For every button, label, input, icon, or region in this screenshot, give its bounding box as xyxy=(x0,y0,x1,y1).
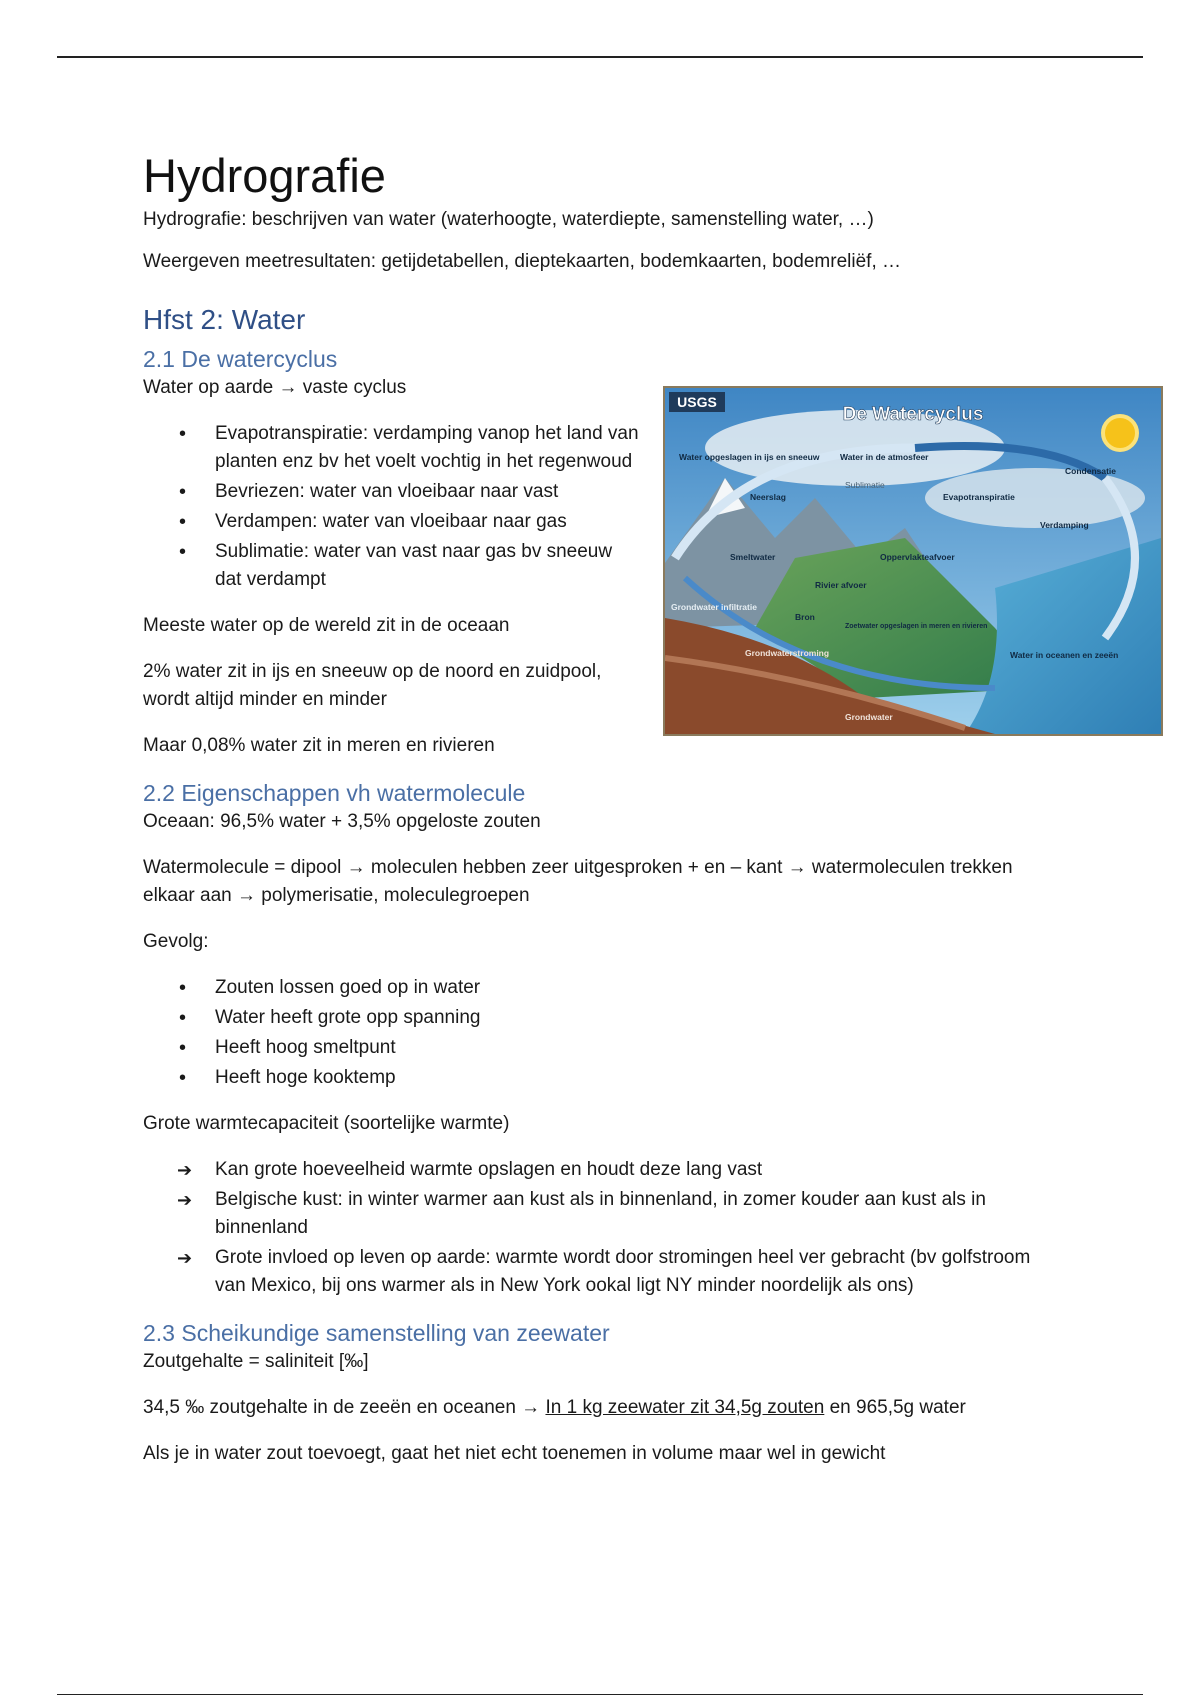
label-sublimation: Sublimatie xyxy=(845,480,885,490)
usgs-logo-text: USGS xyxy=(677,394,717,410)
paragraph-dipole: Watermolecule = dipool → moleculen hebben zeer uitgesproken + en – kant → watermoleculen trekken elkaar aan → polymerisatie, moleculegroepen xyxy=(143,857,1013,906)
paragraph-ocean-composition: Oceaan: 96,5% water + 3,5% opgeloste zouten xyxy=(143,811,541,832)
list-item: ➔ Belgische kust: in winter warmer aan kust als in binnenland, in zomer kouder aan kust als in binnenland xyxy=(143,1186,1063,1242)
label-oceans: Water in oceanen en zeeën xyxy=(1010,650,1119,660)
paragraph-salinity: Zoutgehalte = saliniteit [‰] xyxy=(143,1351,369,1372)
label-spring: Bron xyxy=(795,612,815,622)
section-heading-eigenschappen: 2.2 Eigenschappen vh watermolecule xyxy=(143,780,526,806)
watercyclus-lead: Water op aarde → vaste cyclus xyxy=(143,377,407,398)
list-item: • Zouten lossen goed op in water xyxy=(143,974,1063,1002)
salt-content-text-a: 34,5 ‰ zoutgehalte in de zeeën en oceanen → xyxy=(143,1397,546,1418)
list-item: • Heeft hoge kooktemp xyxy=(143,1064,1063,1092)
bottom-rule xyxy=(57,1694,1143,1695)
salt-content-underlined: In 1 kg zeewater zit 34,5g zouten xyxy=(545,1397,825,1418)
list-item: ➔ Kan grote hoeveelheid warmte opslagen en houdt deze lang vast xyxy=(143,1156,1063,1184)
label-river: Rivier afvoer xyxy=(815,580,867,590)
label-storage-ice: Water opgeslagen in ijs en sneeuw xyxy=(679,452,820,462)
paragraph-gevolg: Gevolg: xyxy=(143,931,209,952)
heat-capacity-list xyxy=(143,1156,1063,1300)
list-item: ➔ Grote invloed op leven op aarde: warmte wordt door stromingen heel ver gebracht (bv golfstroom van Mexico, bij ons warmer als in New York ookal ligt NY minder noordelijk als ons) xyxy=(143,1244,1063,1300)
list-item: • Sublimatie: water van vast naar gas bv sneeuw dat verdampt xyxy=(143,538,643,594)
section-heading-zeewater: 2.3 Scheikundige samenstelling van zeewater xyxy=(143,1320,610,1346)
intro-results: Weergeven meetresultaten: getijdetabellen, dieptekaarten, bodemkaarten, bodemreliëf, … xyxy=(143,251,901,272)
label-evapotranspiration: Evapotranspiratie xyxy=(943,492,1015,502)
watercyclus-list xyxy=(143,420,643,594)
paragraph-lakes: Maar 0,08% water zit in meren en rivieren xyxy=(143,735,495,756)
label-freshwater: Zoetwater opgeslagen in meren en rivieren xyxy=(845,623,988,630)
salt-content-text-b: en 965,5g water xyxy=(824,1397,966,1418)
paragraph-ocean: Meeste water op de wereld zit in de oceaan xyxy=(143,615,510,636)
paragraph-ice: 2% water zit in ijs en sneeuw op de noord en zuidpool, wordt altijd minder en minder xyxy=(143,661,602,710)
page-title: Hydrografie xyxy=(143,149,386,202)
label-surface-runoff: Oppervlakteafvoer xyxy=(880,552,955,562)
list-item: • Verdampen: water van vloeibaar naar gas xyxy=(143,508,643,536)
document-body xyxy=(143,148,1063,1486)
list-item: • Water heeft grote opp spanning xyxy=(143,1004,1063,1032)
label-precipitation: Neerslag xyxy=(750,492,786,502)
list-item: • Heeft hoog smeltpunt xyxy=(143,1034,1063,1062)
label-snowmelt: Smeltwater xyxy=(730,552,776,562)
figure-title: De Watercyclus xyxy=(842,404,984,425)
sun-icon xyxy=(1103,416,1137,450)
label-condensation: Condensatie xyxy=(1065,466,1117,476)
chapter-heading: Hfst 2: Water xyxy=(143,304,306,335)
gevolg-list xyxy=(143,974,1063,1092)
watercycle-diagram xyxy=(665,388,1161,734)
label-infiltration: Grondwater infiltratie xyxy=(671,602,757,612)
label-groundwater-flow: Grondwaterstroming xyxy=(745,648,830,658)
watercycle-figure xyxy=(663,386,1163,736)
label-atmosphere: Water in de atmosfeer xyxy=(840,452,929,462)
list-item: • Bevriezen: water van vloeibaar naar vast xyxy=(143,478,643,506)
list-item: • Evapotranspiratie: verdamping vanop het land van planten enz bv het voelt vochtig in het regenwoud xyxy=(143,420,643,476)
paragraph-salt-volume: Als je in water zout toevoegt, gaat het niet echt toenemen in volume maar wel in gewicht xyxy=(143,1443,886,1464)
section-heading-watercyclus: 2.1 De watercyclus xyxy=(143,346,338,372)
intro-definition: Hydrografie: beschrijven van water (waterhoogte, waterdiepte, samenstelling water, …) xyxy=(143,209,874,230)
paragraph-salt-content xyxy=(143,1394,1063,1422)
top-rule xyxy=(57,56,1143,58)
label-groundwater: Grondwater xyxy=(845,712,893,722)
label-evaporation: Verdamping xyxy=(1040,520,1089,530)
paragraph-heat-capacity: Grote warmtecapaciteit (soortelijke warmte) xyxy=(143,1113,510,1134)
